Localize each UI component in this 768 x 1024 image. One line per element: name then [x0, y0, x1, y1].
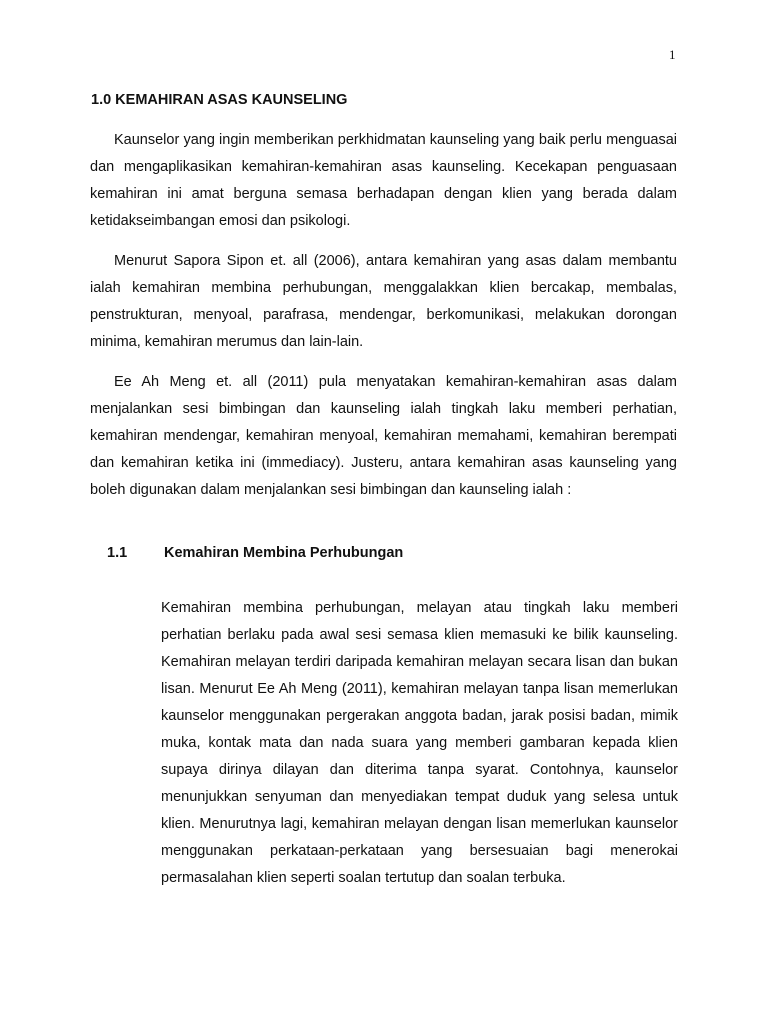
subsection-title: Kemahiran Membina Perhubungan: [164, 545, 404, 561]
page-number: 1: [669, 47, 676, 62]
subsection-number: 1.1: [107, 545, 128, 561]
paragraph-ee-ah-meng: Ee Ah Meng et. all (2011) pula menyatakan kemahiran-kemahiran asas dalam menjalankan sesi bimbingan dan kaunseling ialah tingkah laku memberi perhatian, kemahiran mendengar, kemahiran menyoal, kemahiran memahami, kemahiran berempati dan kemahiran ketika ini (immediacy). Justeru, antara kemahiran asas kaunseling yang boleh digunakan dalam menjalankan sesi bimbingan dan kaunseling ialah :: [90, 374, 677, 498]
paragraph-intro: Kaunselor yang ingin memberikan perkhidmatan kaunseling yang baik perlu menguasai dan mengaplikasikan kemahiran-kemahiran asas kaunseling. Kecekapan penguasaan kemahiran ini amat berguna semasa berhadapan dengan klien yang berada dalam ketidakseimbangan emosi dan psikologi.: [90, 132, 677, 229]
section-heading: 1.0 KEMAHIRAN ASAS KAUNSELING: [91, 92, 348, 108]
paragraph-sapora-sipon: Menurut Sapora Sipon et. all (2006), antara kemahiran yang asas dalam membantu ialah kemahiran membina perhubungan, menggalakkan klien bercakap, membalas, penstrukturan, menyoal, parafrasa, mendengar, berkomunikasi, melakukan dorongan minima, kemahiran merumus dan lain-lain.: [90, 253, 677, 350]
subsection-heading: [107, 545, 403, 561]
subsection-paragraph: Kemahiran membina perhubungan, melayan atau tingkah laku memberi perhatian berlaku pada awal sesi semasa klien memasuki ke bilik kaunseling. Kemahiran melayan terdiri daripada kemahiran melayan secara lisan dan bukan lisan. Menurut Ee Ah Meng (2011), kemahiran melayan tanpa lisan memerlukan kaunselor menggunakan pergerakan anggota badan, jarak posisi badan, mimik muka, kontak mata dan nada suara yang memberi gambaran kepada klien supaya dirinya dilayan dan diterima tanpa syarat. Contohnya, kaunselor menunjukkan senyuman dan menyediakan tempat duduk yang selesa untuk klien. Menurutnya lagi, kemahiran melayan dengan lisan memerlukan kaunselor menggunakan perkataan-perkataan yang bersesuaian bagi menerokai permasalahan klien seperti soalan tertutup dan soalan terbuka.: [161, 600, 678, 886]
